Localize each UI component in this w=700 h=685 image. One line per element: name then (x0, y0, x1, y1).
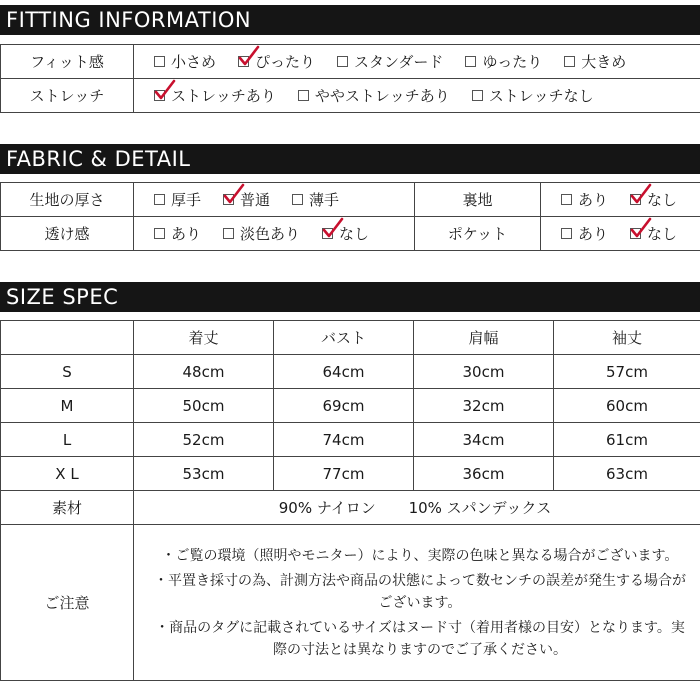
option-item (154, 51, 216, 72)
size-cell: 50cm (134, 389, 274, 423)
option-item (238, 51, 315, 72)
option-item (322, 223, 369, 244)
stretch-label: ストレッチ (1, 79, 134, 113)
option-label: ややストレッチあり (314, 87, 450, 105)
option-label: 小さめ (171, 53, 217, 71)
notes (134, 525, 700, 681)
fit-options (134, 45, 700, 79)
size-cell: 60cm (554, 389, 700, 423)
stretch-options (134, 79, 700, 113)
size-col-header: 袖丈 (554, 321, 700, 355)
thickness-options (134, 183, 415, 217)
thickness-label: 生地の厚さ (1, 183, 134, 217)
option-item (630, 223, 677, 244)
checkbox-icon (223, 228, 234, 239)
checkbox-icon (298, 90, 309, 101)
checkbox-icon (154, 228, 165, 239)
checkbox-checked-icon (154, 90, 165, 101)
option-item (472, 85, 594, 106)
fit-row (1, 45, 700, 79)
material-row (1, 491, 700, 525)
option-label: あり (578, 191, 609, 209)
check-mark-icon (154, 80, 176, 102)
option-item (292, 189, 339, 210)
option-label: ストレッチなし (488, 87, 594, 105)
table-row (1, 355, 700, 389)
checkbox-icon (465, 56, 476, 67)
size-cell: 74cm (274, 423, 414, 457)
checkbox-checked-icon (630, 228, 641, 239)
option-item (630, 189, 677, 210)
size-cell: 77cm (274, 457, 414, 491)
option-label: ぴったり (255, 53, 316, 71)
material-values (134, 491, 700, 525)
fit-label: フィット感 (1, 45, 134, 79)
checkbox-checked-icon (238, 56, 249, 67)
size-cell: 53cm (134, 457, 274, 491)
checkbox-checked-icon (322, 228, 333, 239)
size-header (0, 282, 700, 312)
notes-row (1, 525, 700, 681)
checkbox-icon (472, 90, 483, 101)
option-item (561, 223, 608, 244)
note-item: ・平置き採寸の為、計測方法や商品の状態によって数センチの誤差が発生する場合がございます。 (154, 572, 686, 611)
pocket-options (541, 217, 700, 251)
option-item (223, 223, 300, 244)
size-cell: 64cm (274, 355, 414, 389)
checkbox-checked-icon (630, 194, 641, 205)
size-title: SIZE SPEC (6, 284, 119, 309)
checkbox-icon (292, 194, 303, 205)
option-label: あり (578, 225, 609, 243)
size-cell: 34cm (414, 423, 554, 457)
option-label: 大きめ (581, 53, 627, 71)
size-cell: X L (1, 457, 134, 491)
option-label: 普通 (240, 191, 271, 209)
check-mark-icon (238, 46, 260, 68)
note-item: ・商品のタグに記載されているサイズはヌード寸（着用者様の目安）となります。実際の寸法とは異なりますのでご了承ください。 (155, 619, 685, 658)
fabric-title: FABRIC & DETAIL (6, 146, 191, 171)
option-label: 淡色あり (240, 225, 301, 243)
check-mark-icon (223, 184, 245, 206)
size-cell: 63cm (554, 457, 700, 491)
fitting-table (0, 44, 700, 113)
sheer-label: 透け感 (1, 217, 134, 251)
fitting-header (0, 5, 700, 35)
thickness-row (1, 183, 700, 217)
size-cell: 32cm (414, 389, 554, 423)
lining-label: 裏地 (415, 183, 541, 217)
option-label: なし (339, 225, 370, 243)
option-label: スタンダード (354, 53, 444, 71)
size-col-header: 着丈 (134, 321, 274, 355)
option-item (465, 51, 542, 72)
option-item (298, 85, 450, 106)
pocket-label: ポケット (415, 217, 541, 251)
notes-label: ご注意 (1, 525, 134, 681)
check-mark-icon (630, 184, 652, 206)
checkbox-icon (337, 56, 348, 67)
option-item (154, 189, 201, 210)
checkbox-icon (561, 228, 572, 239)
size-cell: 61cm (554, 423, 700, 457)
option-label: あり (171, 225, 202, 243)
size-cell: 48cm (134, 355, 274, 389)
fitting-title: FITTING INFORMATION (6, 7, 252, 32)
size-cell: 36cm (414, 457, 554, 491)
check-mark-icon (630, 218, 652, 240)
option-label: なし (647, 191, 678, 209)
option-label: ゆったり (482, 53, 543, 71)
table-row (1, 457, 700, 491)
size-cell: 57cm (554, 355, 700, 389)
size-cell: L (1, 423, 134, 457)
size-col-header: バスト (274, 321, 414, 355)
checkbox-icon (561, 194, 572, 205)
material-value: 90% ナイロン (278, 499, 376, 517)
size-cell: 52cm (134, 423, 274, 457)
size-cell: 69cm (274, 389, 414, 423)
fabric-table (0, 182, 700, 251)
material-value: 10% スパンデックス (408, 499, 552, 517)
sheer-row (1, 217, 700, 251)
checkbox-icon (564, 56, 575, 67)
size-cell: M (1, 389, 134, 423)
option-item (561, 189, 608, 210)
stretch-row (1, 79, 700, 113)
option-item (154, 85, 276, 106)
option-label: 厚手 (171, 191, 202, 209)
note-item: ・ご覧の環境（照明やモニター）により、実際の色味と異なる場合がございます。 (161, 547, 679, 564)
option-item (154, 223, 201, 244)
size-cell: S (1, 355, 134, 389)
option-label: ストレッチあり (171, 87, 276, 105)
fabric-header (0, 144, 700, 174)
option-label: 薄手 (309, 191, 340, 209)
size-col-header: 肩幅 (414, 321, 554, 355)
check-mark-icon (322, 218, 344, 240)
option-label: なし (647, 225, 678, 243)
size-header-row (1, 321, 700, 355)
checkbox-checked-icon (223, 194, 234, 205)
material-label: 素材 (1, 491, 134, 525)
table-row (1, 389, 700, 423)
checkbox-icon (154, 194, 165, 205)
option-item (337, 51, 443, 72)
option-item (564, 51, 626, 72)
size-col-header (1, 321, 134, 355)
lining-options (541, 183, 700, 217)
sheer-options (134, 217, 415, 251)
size-table (0, 320, 700, 681)
size-cell: 30cm (414, 355, 554, 389)
table-row (1, 423, 700, 457)
checkbox-icon (154, 56, 165, 67)
option-item (223, 189, 270, 210)
